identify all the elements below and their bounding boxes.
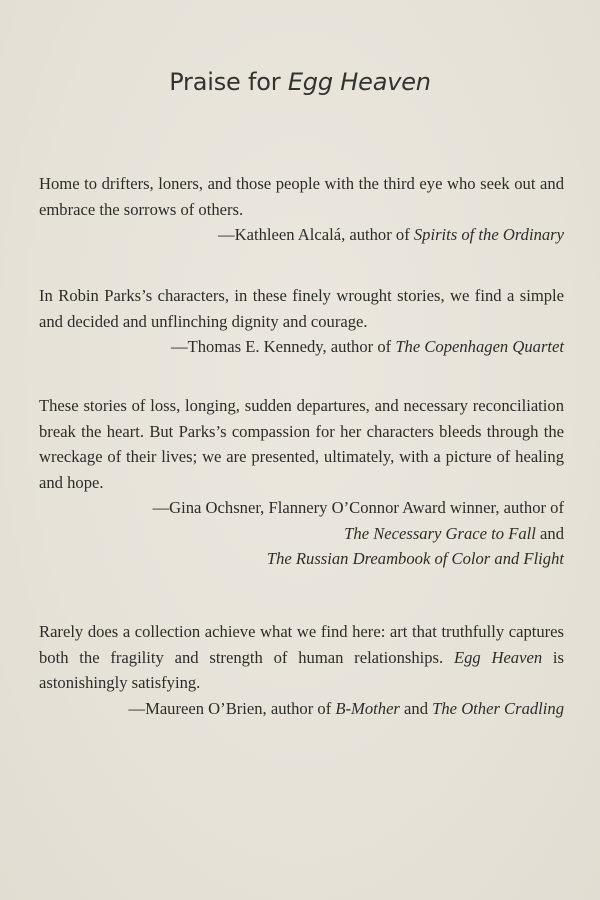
blurb-3 (39, 393, 564, 572)
blurb-4-attribution-work2: The Other Cradling (432, 698, 564, 718)
blurb-2-attribution (39, 334, 564, 360)
blurb-4 (39, 619, 564, 721)
blurb-2 (39, 283, 564, 360)
title-prefix: Praise for (169, 68, 288, 96)
blurb-1-attribution-lead: —Kathleen Alcalá, author of (218, 225, 414, 244)
blurb-3-attribution-and: and (535, 523, 564, 543)
blurb-4-text-before: Rarely does a collection achieve what we find here: art that truthfully captures both the fragility and strength of human relationships. (39, 622, 564, 667)
blurb-1-text: Home to drifters, loners, and those people with the third eye who seek out and embrace the sorrows of others. (39, 174, 564, 219)
blurb-3-text: These stories of loss, longing, sudden departures, and necessary reconciliation break the heart. But Parks’s compassion for her characters bleeds through the wreckage of their lives; we are presented, ultimately, with a picture of healing and hope. (39, 396, 564, 492)
blurb-4-text (39, 619, 564, 696)
title-book: Egg Heaven (287, 68, 431, 96)
blurb-3-attribution-line2 (39, 521, 564, 547)
blurb-4-text-italic: Egg Heaven (453, 647, 543, 667)
blurb-4-attribution (39, 696, 564, 722)
page-title (0, 68, 600, 96)
blurb-4-text-after: is astonishingly satisfying. (39, 647, 565, 692)
blurb-2-attribution-lead: —Thomas E. Kennedy, author of (171, 337, 396, 356)
blurb-3-attribution-line1: —Gina Ochsner, Flannery O’Connor Award winner, author of (152, 498, 564, 517)
blurb-2-text: In Robin Parks’s characters, in these finely wrought stories, we find a simple and decided and unflinching dignity and courage. (39, 286, 564, 331)
blurb-1 (39, 171, 564, 248)
blurb-1-attribution (39, 222, 564, 248)
blurb-3-attribution (39, 495, 564, 572)
blurb-3-attribution-work2: The Russian Dreambook of Color and Flight (266, 549, 564, 568)
blurb-4-attribution-work1: B-Mother (335, 698, 400, 718)
blurb-4-attribution-and: and (399, 698, 433, 718)
blurb-1-attribution-work: Spirits of the Ordinary (413, 225, 564, 244)
blurb-2-attribution-work: The Copenhagen Quartet (395, 337, 564, 356)
blurb-3-attribution-work1: The Necessary Grace to Fall (344, 523, 536, 543)
blurb-4-attribution-lead: —Maureen O’Brien, author of (128, 698, 336, 718)
